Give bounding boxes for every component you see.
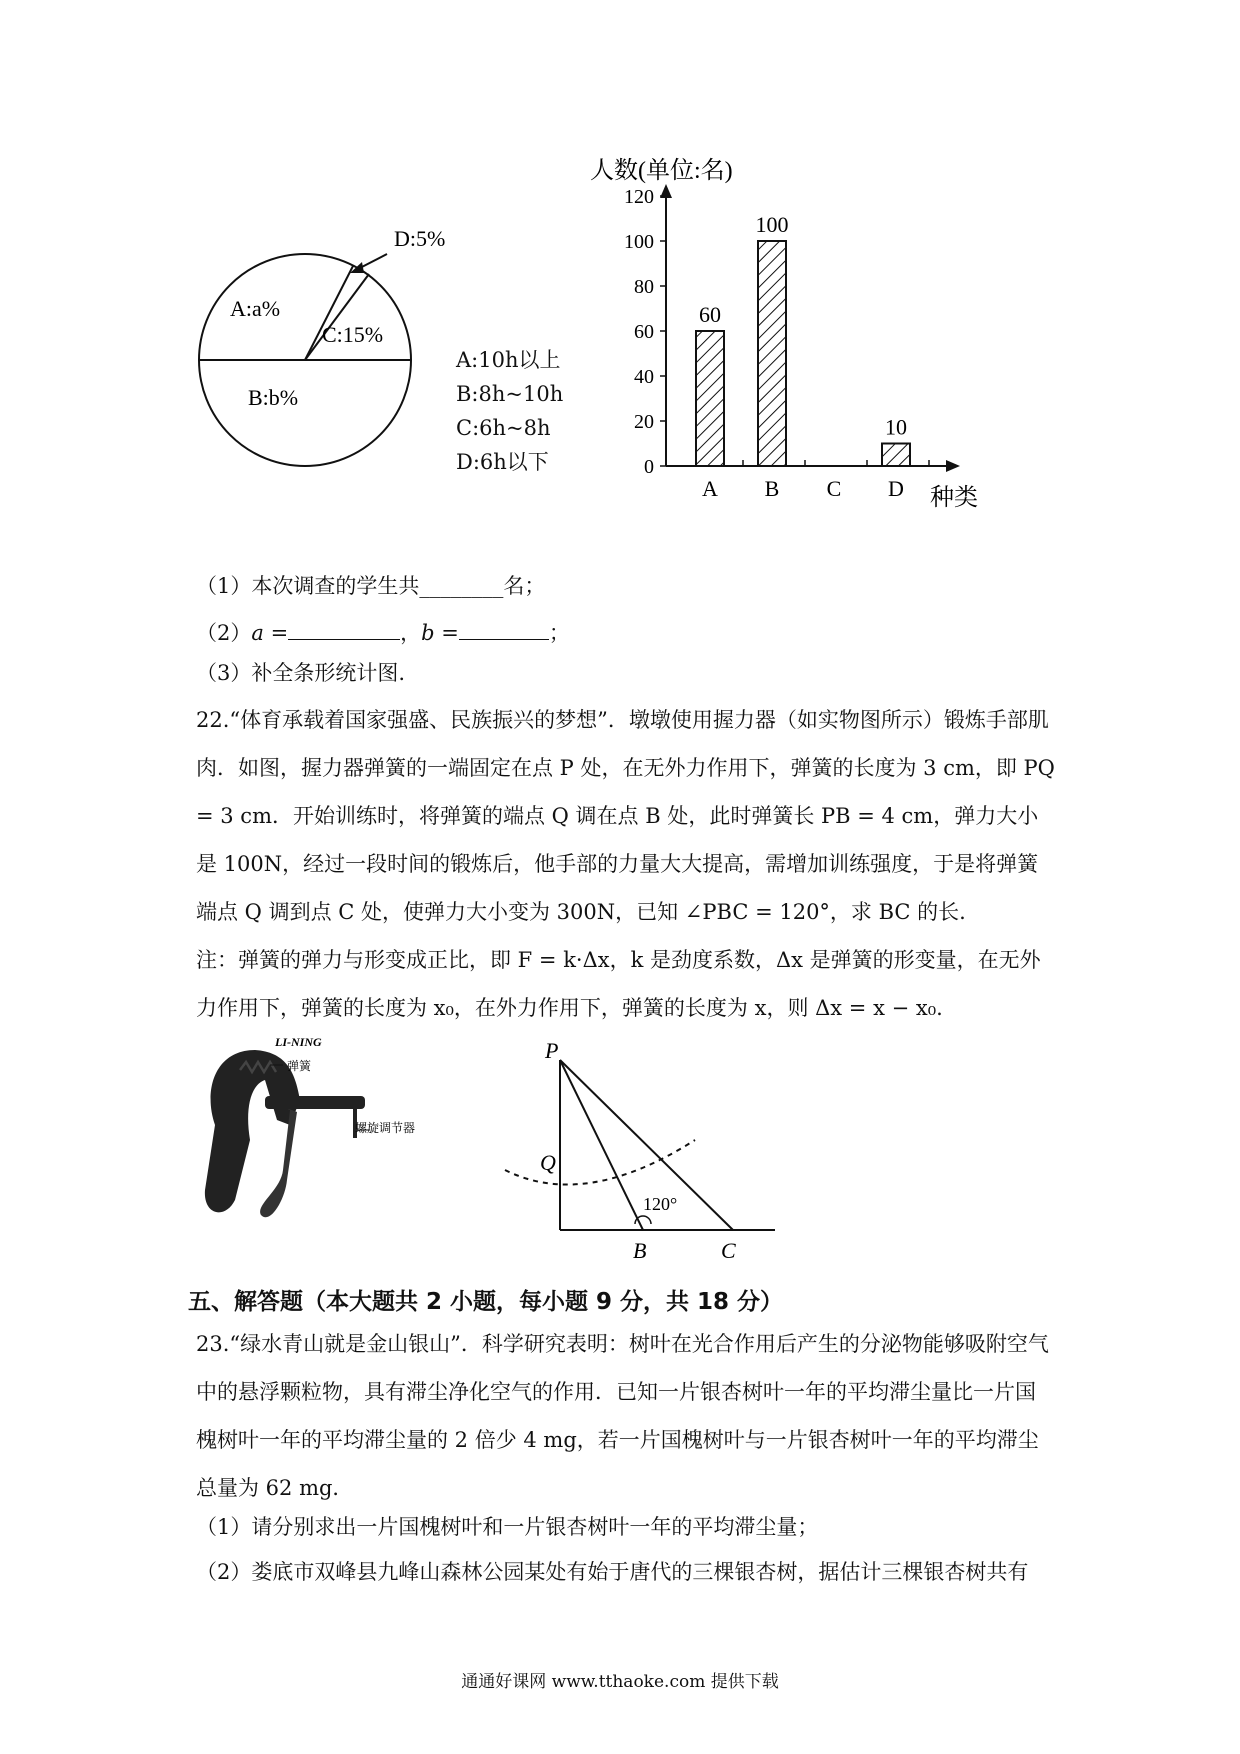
x-tick-label: C bbox=[826, 476, 842, 501]
y-tick-label: 20 bbox=[634, 411, 654, 433]
x-axis-arrow-icon bbox=[946, 460, 960, 472]
q23-text bbox=[196, 1320, 1056, 1512]
legend-item-c: C:6h~8h bbox=[456, 416, 551, 440]
legend-item-b: B:8h~10h bbox=[456, 382, 564, 406]
y-tick-label: 60 bbox=[634, 321, 654, 343]
point-c-label: C bbox=[721, 1238, 736, 1263]
bar-data-label: 10 bbox=[885, 414, 907, 440]
y-axis-title: 人数(单位:名) bbox=[590, 158, 733, 184]
point-p-label: P bbox=[545, 1038, 559, 1063]
knob-label: 螺旋调节器 bbox=[355, 1121, 416, 1135]
q21-part2 bbox=[196, 618, 570, 646]
q23-para: 23.“绿水青山就是金山银山”．科学研究表明：树叶在光合作用后产生的分泌物能够吸附空气中的悬浮颗粒物，具有滞尘净化空气的作用．已知一片银杏树叶一年的平均滞尘量比一片国槐树叶一年的平均滞尘量的 2 倍少 4 mg，若一片国槐树叶与一片银杏树叶一年的平均滞尘总量为 62 mg． bbox=[196, 1332, 1049, 1500]
pie-label-c: C:15% bbox=[322, 322, 384, 347]
x-tick-label: D bbox=[888, 476, 904, 501]
point-q-label: Q bbox=[540, 1150, 556, 1175]
pie-legend bbox=[456, 343, 563, 479]
dashed-arc bbox=[505, 1140, 695, 1185]
q21-b-blank bbox=[459, 618, 549, 640]
q21-a-label: a = bbox=[251, 621, 289, 645]
q23-part2: （2）娄底市双峰县九峰山森林公园某处有始于唐代的三棵银杏树，据估计三棵银杏树共有 bbox=[196, 1560, 1029, 1584]
y-tick-label: 0 bbox=[644, 456, 654, 478]
legend-item-a: A:10h以上 bbox=[456, 348, 561, 372]
pie-label-a: A:a% bbox=[230, 296, 281, 321]
x-tick-label: B bbox=[764, 476, 780, 501]
q23-part1: （1）请分别求出一片国槐树叶和一片银杏树叶一年的平均滞尘量； bbox=[196, 1515, 819, 1539]
pie-chart bbox=[190, 220, 446, 500]
section5-heading: 五、解答题（本大题共 2 小题，每小题 9 分，共 18 分） bbox=[188, 1289, 784, 1315]
gripper-bar bbox=[265, 1096, 365, 1109]
pie-slice-line-d bbox=[305, 274, 369, 360]
q21-part1: （1）本次调查的学生共________名； bbox=[196, 574, 546, 598]
bar-B bbox=[758, 241, 786, 466]
legend-item-d: D:6h以下 bbox=[456, 450, 549, 474]
q21-a-blank bbox=[288, 618, 400, 640]
q22-text bbox=[196, 696, 1056, 1032]
y-tick-label: 40 bbox=[634, 366, 654, 388]
y-tick-label: 80 bbox=[634, 276, 654, 298]
bar-data-label: 60 bbox=[699, 302, 721, 327]
angle-label: 120° bbox=[643, 1194, 678, 1214]
q21-part2-end: ； bbox=[548, 621, 570, 645]
bar-D bbox=[882, 444, 910, 467]
pie-label-b: B:b% bbox=[248, 385, 299, 410]
pie-label-d: D:5% bbox=[394, 226, 446, 251]
q22-note: 注：弹簧的弹力与形变成正比，即 F = k·Δx，k 是劲度系数，Δx 是弹簧的形变量，在无外力作用下，弹簧的长度为 x₀，在外力作用下，弹簧的长度为 x，则 Δx = x − x₀. bbox=[196, 948, 1041, 1020]
bar-A bbox=[696, 331, 724, 466]
y-tick-label: 100 bbox=[624, 231, 654, 253]
gripper-handle bbox=[205, 1050, 300, 1212]
point-b-label: B bbox=[633, 1238, 647, 1263]
y-tick-label: 120 bbox=[624, 186, 654, 208]
q21-part2-sep: ， bbox=[400, 621, 422, 645]
geometry-figure bbox=[495, 1038, 795, 1263]
bar-chart bbox=[590, 150, 1010, 520]
q21-part3: （3）补全条形统计图. bbox=[196, 661, 406, 685]
page-footer: 通通好课网 www.tthaoke.com 提供下载 bbox=[461, 1672, 779, 1692]
x-tick-label: A bbox=[702, 476, 718, 501]
bar-data-label: 100 bbox=[755, 212, 789, 237]
x-axis-title: 种类 bbox=[930, 485, 978, 511]
hand-gripper-image bbox=[195, 1030, 425, 1230]
q21-b-label: b = bbox=[421, 621, 459, 645]
q21-part2-prefix: （2） bbox=[196, 621, 252, 645]
spring-label: 弹簧 bbox=[287, 1059, 312, 1073]
gripper-brand: LI-NING bbox=[275, 1035, 322, 1049]
segment-pb bbox=[560, 1060, 643, 1230]
q22-para1: 22.“体育承载着国家强盛、民族振兴的梦想”．墩墩使用握力器（如实物图所示）锻炼手部肌肉．如图，握力器弹簧的一端固定在点 P 处，在无外力作用下，弹簧的长度为 3 cm，即 PQ = 3 cm．开始训练时，将弹簧的端点 Q 调在点 B 处，此时弹簧长 PB = 4 cm，弹力大小是 100N，经过一段时间的锻炼后，他手部的力量大大提高，需增加训练强度，于是将弹簧端点 Q 调到点 C 处，使弹力大小变为 300N，已知 ∠PBC = 120°，求 BC 的长. bbox=[196, 708, 1055, 924]
